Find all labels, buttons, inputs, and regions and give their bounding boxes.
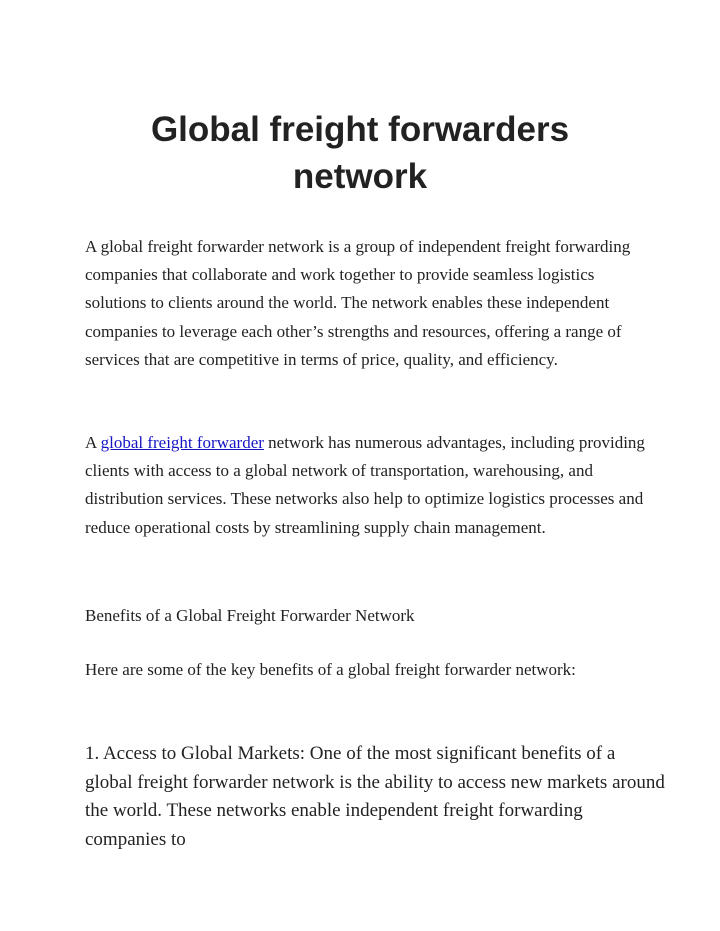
global-freight-forwarder-link[interactable]: global freight forwarder bbox=[100, 433, 264, 452]
advantages-paragraph bbox=[85, 429, 645, 542]
benefits-intro: Here are some of the key benefits of a global freight forwarder network: bbox=[85, 660, 576, 679]
title-line-2: network bbox=[292, 157, 428, 196]
page-title bbox=[0, 106, 720, 200]
advantages-suffix: network has numerous advantages, including providing clients with access to a global network of transportation, warehousing, and distribution services. These networks also help to optimize logistics processes and reduce operational costs by streamlining supply chain management. bbox=[85, 433, 645, 537]
benefits-heading: Benefits of a Global Freight Forwarder Network bbox=[85, 606, 415, 625]
intro-paragraph: A global freight forwarder network is a group of independent freight forwarding companies that collaborate and work together to provide seamless logistics solutions to clients around the world. The network enables these independent companies to leverage each other’s strengths and resources, offering a range of services that are competitive in terms of price, quality, and efficiency. bbox=[85, 237, 631, 369]
title-line-1: Global freight forwarders bbox=[150, 110, 570, 149]
advantages-prefix: A bbox=[85, 433, 101, 452]
benefit-item-1: 1. Access to Global Markets: One of the most significant benefits of a global freight forwarder network is the ability to access new markets around the world. These networks enable independent freight forwarding companies to bbox=[85, 743, 665, 850]
